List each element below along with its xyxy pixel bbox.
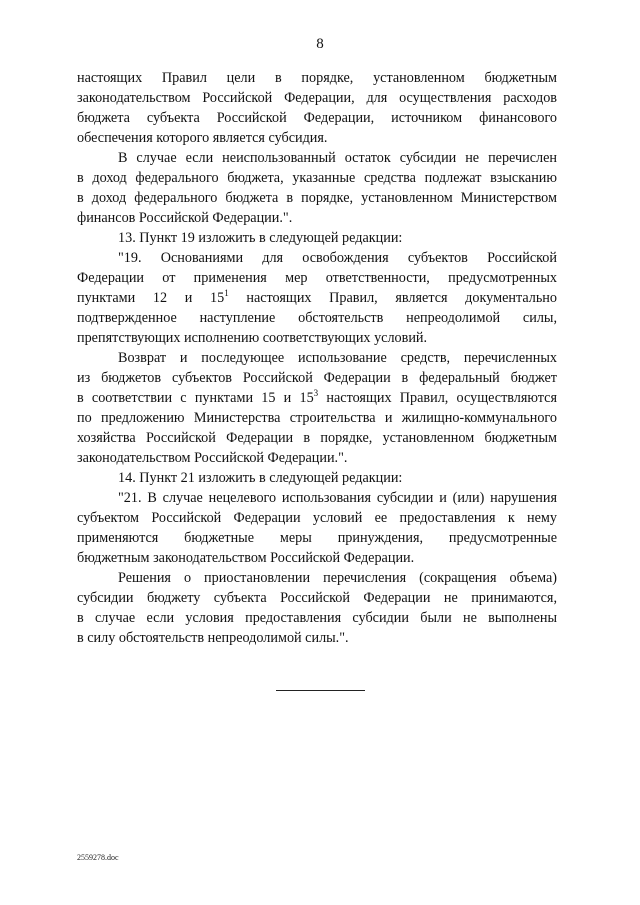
paragraph-2 <box>77 148 557 228</box>
paragraph-1 <box>77 68 557 148</box>
text-line: в доход федерального бюджета, указанные средства подлежат взысканию <box>77 170 557 186</box>
footer-filename: 2559278.doc <box>77 853 119 862</box>
text-line: "21. В случае нецелевого использования субсидии и (или) нарушения <box>118 490 557 506</box>
superscript: 1 <box>224 288 229 298</box>
text-line: в случае если условия предоставления субсидии были не выполнены <box>77 610 557 626</box>
text-line: субъектом Российской Федерации условий ее предоставления к нему <box>77 510 557 526</box>
text-line: В случае если неиспользованный остаток субсидии не перечислен <box>118 150 557 166</box>
text-line: Федерации от применения мер ответственности, предусмотренных <box>77 270 557 286</box>
text-line: законодательством Российской Федерации.". <box>77 450 348 466</box>
text-line: бюджета субъекта Российской Федерации, источником финансового <box>77 110 557 126</box>
text-fragment: пунктами 12 и 15 <box>77 290 225 306</box>
paragraph-6-amendment-14 <box>77 468 557 488</box>
text-line: 13. Пункт 19 изложить в следующей редакции: <box>118 230 403 246</box>
text-fragment: настоящих Правил, является документально <box>228 290 557 306</box>
text-line: из бюджетов субъектов Российской Федерации в федеральный бюджет <box>77 370 557 386</box>
text-line: субсидии бюджету субъекта Российской Федерации не принимаются, <box>77 590 557 606</box>
text-line: бюджетным законодательством Российской Федерации. <box>77 550 415 566</box>
text-fragment: в соответствии с пунктами 15 и 15 <box>77 390 314 406</box>
text-fragment: настоящих Правил, осуществляются <box>318 390 557 406</box>
paragraph-5 <box>77 348 557 468</box>
document-body <box>77 68 557 648</box>
paragraph-4-clause-19 <box>77 248 557 348</box>
paragraph-3-amendment-13 <box>77 228 557 248</box>
text-line <box>77 288 557 308</box>
text-line: применяются бюджетные меры принуждения, предусмотренные <box>77 530 557 546</box>
text-line: настоящих Правил цели в порядке, установленном бюджетным <box>77 70 557 86</box>
paragraph-8 <box>77 568 557 648</box>
text-line: обеспечения которого является субсидия. <box>77 130 328 146</box>
text-line: в силу обстоятельств непреодолимой силы.". <box>77 630 349 646</box>
text-line: "19. Основаниями для освобождения субъектов Российской <box>118 250 557 266</box>
text-line <box>77 388 557 408</box>
superscript: 3 <box>313 388 319 398</box>
text-line: подтвержденное наступление обстоятельств непреодолимой силы, <box>77 310 557 326</box>
text-line: хозяйства Российской Федерации в порядке, установленном бюджетным <box>77 430 557 446</box>
paragraph-7-clause-21 <box>77 488 557 568</box>
page-number: 8 <box>316 36 324 52</box>
text-line: Решения о приостановлении перечисления (сокращения объема) <box>118 570 557 586</box>
text-line: Возврат и последующее использование средств, перечисленных <box>118 350 557 366</box>
text-line: в доход федерального бюджета в порядке, установленном Министерством <box>77 190 557 206</box>
text-line: препятствующих исполнению соответствующих условий. <box>77 330 428 346</box>
text-line: финансов Российской Федерации.". <box>77 210 293 226</box>
text-line: законодательством Российской Федерации, для осуществления расходов <box>77 90 557 106</box>
text-line: по предложению Министерства строительства и жилищно-коммунального <box>77 410 557 426</box>
text-line: 14. Пункт 21 изложить в следующей редакции: <box>118 470 403 486</box>
closing-divider <box>276 690 365 691</box>
